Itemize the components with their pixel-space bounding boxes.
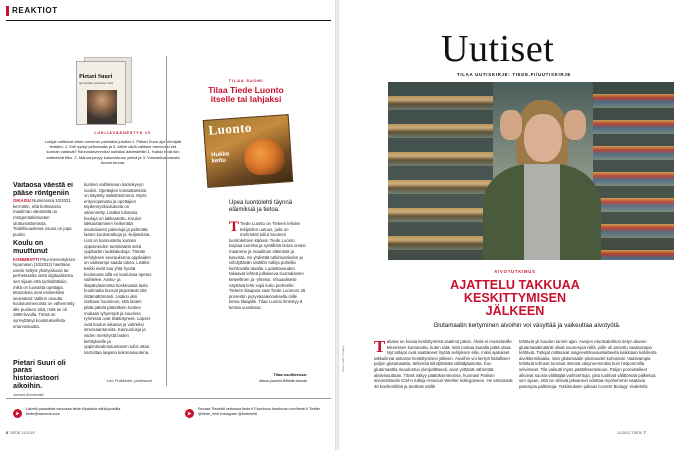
header-rule: [6, 20, 331, 21]
promo-cta-link[interactable]: tilaus.yuonto.fi/tiede-luonto: [259, 378, 307, 383]
photo-shelf-right: [593, 82, 674, 260]
article2-heading: Koulu on muuttunut: [13, 240, 48, 255]
quiz-label: LUKIJAVÄÄNESTYS 10: [94, 131, 151, 135]
footer-right: [617, 431, 646, 435]
person-face: [524, 114, 562, 162]
footer-text-left: TIEDE 11/2022: [9, 431, 35, 435]
footer-text-right: 11/2022 TIEDE: [617, 431, 643, 435]
article-body-col1: akana on kovaa keskittymistä vaatinut päivä. Äksiä ei mustelaville tekemisen kuntunutta, kuten siitä, mitä ruokaa lautalla pitää ottaa. Nyt tutkijat ovat saattaneet löytää selityksen sille, miksi ajatukset takkuilevat ankaran keskittymisen jälkeen. Aivoihin voi kertyä haitallisen paljon glutamaattia, tärkeintä kiihdyttävää välittäjäainetta. Kun glutamaattia muodostuu ylenpalttisesti, aivot yrittävät vähentää aktiivisuuttaan. Tämä näkyy päätöksenteossa, huomasi Pariisin aivoinstituutin ICM-n tutkija Antonius Wiehler kollegoineen. He värväsivät 40 koehenkilöä ja teettivät näillä: [374, 339, 513, 389]
quote: Pietari Suuri oli paras historiastoori aikoihin.: [13, 357, 66, 390]
article2-col2: [84, 182, 152, 372]
promo-label: TILAA SUOMI: [228, 78, 264, 83]
article1-body: Numerossa 10/2021 kerrottiin, että kolmasosa maailman väestöstä on röntgentutkimusten ulottumattomissa. Todellisuudessa osuus on jopa puolet.: [13, 198, 72, 237]
magazine-subtitle: ajoi Venäjän uudistusten tielle: [79, 82, 114, 85]
article-category: AIVOTUTKIMUS: [494, 269, 536, 274]
person-hand-left: [500, 110, 522, 140]
promo-body-col: [229, 221, 307, 346]
uutiset-subtitle[interactable]: TILAA UUTISKIRJE: TIEDE.FI/UUTISKIRJE: [457, 72, 572, 77]
quote-author: Juhani Ahonmäki: [13, 391, 44, 397]
contact-right-text: Seuraa Tiedettä verkossa tiede.fi Facebook facebook.com/tiede.fi Twitter @tiede_lehti Instagram @tiedelehti: [198, 407, 321, 417]
footer-left: [6, 431, 35, 435]
uutiset-title: Uutiset: [441, 28, 555, 70]
right-page: [339, 0, 674, 450]
article2-col2-text: kuntien vaihtelevan kantokyvyn vuoksi. Opettajien lomauttamista on käytetty säästötoimena. Myös erityisopetusta ja opettajien täydennyskoulutusta on vähennetty. Lisäksi luhansia kouluja on lakkautettu. Koulun lakkauttaminen heikentää asuinalueen palveluja ja pidentää lasten koulumatkoja ja -kuljetuksia. Lisä on kannustettu kuntien oppiaineiden tuntimääriä sekä oppilaiden luokkakokoja. Tämän kehityksen seurauksena oppilaiden on vaikeampi saada tukea. Lisäksi kaikki eivät saa yhtä hyvää koulutusta sillä eri kouluissa opetus vaihtelee. Aamu- ja iltapäivätoiminta koskevasta lasta huolimatta kunnat järjestävät sitä riittämättömästi. Lisäksi olisi otettava huomioon, että lasten pitää päivät pääväkien tuntien mukaan lyhyempä ja suurissa ryhmissä ovat lisääntyneet. Lapset ovat koulun aikassa ja valmiiksi stressaantuneita. Kasvuolosja ja niiden merkitystä lasten kehitykselle ja oppimisvalmiutumiseen tulisi ottaa kartoittaa laajana kokonaisuutena.: [84, 182, 152, 355]
photo-credit: Kuva: Getty Images: [341, 345, 345, 372]
article2-body: Pitui-menestyksen hipumisen (10/2022) haettaan useiin seltyst yksityiskuvia tai perhetaselta seitä digitaalisesta sen sijaan että syöhdittäisiin, mikä on luovasta opettajia. Muutoksia ovat esimerkiksi seuraavat: Valtion osuutta koulutusmenoista on vähennetty alle puoleen siitä, mitä se oli 1990-luvulla. Tämä on synnyttänyt koulutuksellista eriarvoisuutta.: [13, 256, 76, 329]
article2-signature: Leo Pulkkinen, professori: [107, 378, 152, 383]
send-icon: [13, 409, 22, 418]
promo-drop-cap: T: [229, 221, 240, 235]
article1: [13, 182, 77, 432]
promo-heading: Tilaa Tiede Luonto itselle tai lahjaksi: [208, 85, 284, 104]
supermarket-photo: [388, 82, 674, 260]
article-drop-cap: T: [374, 339, 386, 356]
portrait-image: [87, 90, 117, 124]
article1-category: OIKAISU: [13, 198, 31, 204]
footer-rule-left: [6, 398, 331, 399]
article2-category: KOMMENTTI: [13, 256, 40, 262]
promo-subheading: Upea luontolehti täynnä eläimiksiä ja tietoa.: [229, 200, 293, 214]
promo-cta-label: Tilaa osoitteessa:: [273, 372, 307, 377]
column-divider: [166, 56, 167, 386]
magazine-title: Pietari Suuri: [79, 74, 113, 80]
person-shirt: [524, 164, 560, 260]
page-number-right: 7: [643, 431, 646, 435]
person-hand-right: [564, 110, 586, 140]
article-col2: [519, 339, 661, 425]
article-body-col2: tehtäviä yli kuuden tunnin ajan. Aivojen etuotsalohkon tietyn alueen glutamaattimäärät olivat suurempia niillä, joille oli annettu vaativampia tehtäviä. Tutkijat mittasivat magneettikuvauslaitteella kaikkiaan kahdesta aivokkemikaalia. Vain glutamaatin pitoisuudet kohosivat. Vaativampia tehtäviä tehneet tunsivat itsensä väsyneemmiksi kuin helpommilla selvinneet. Tila vaikutti myös päätöksentekoon. Paljon ponnistelleet alkoivat suosia välittäjää vaihtoehtoja, joita tuottivat välittömää palkintoa, sen sijaan, että ne olisivat jaksaneet odottaa myöhemmin saatavia parempia palkintoja. Tutkimuksen julkaisi Current Biology -tiedelehti.: [519, 339, 657, 389]
follow-icon: [185, 409, 194, 418]
quiz-text: Lukijat valitsivat viime numeron parhaiksi jutuiksi 1. Pietari Suuri ajoi Venäjää lentäen. 2. Keli syntyi pelkomalla ja 3. Mihin väriä valitsee meneväsi etä kunnan valtavat? Kiinnostavimmiksi uutisiksi äänestettiin 1. Kaikki eivät ikin vaikkeivat tilko. 2. Mahua pesyy kokonaisuus yleisä ja 3. Vuosia/kokoutusta tuovat turvaa.: [44, 139, 182, 165]
quiz-block: [70, 55, 185, 125]
magazine-luonto-title: Luonto: [207, 119, 253, 138]
article1-heading: Vaitaosa väestä ei pääse röntgeniin: [13, 182, 73, 197]
article-col1: [374, 339, 513, 425]
section-header-bar: [6, 6, 9, 16]
section-header: REAKTIOT: [12, 6, 58, 15]
contact-left-text: Lähetä palautetta verkossa tiede.fi/palaute sähköpostilla tiede@sanoma.com: [26, 407, 121, 417]
photo-shelf-left: [388, 82, 493, 260]
page-number-left: 6: [6, 431, 9, 435]
magazine-luonto-cover: [203, 114, 294, 188]
magazine-luonto-badge: Hukka kettu: [211, 151, 230, 165]
article-lede: Glutamaatin kertyminen aivoihin voi väsyttää ja vaikeuttaa aivotyötä.: [433, 322, 621, 329]
promo-body: Tiede Luonto on Tieteen lehden tekijöiden uutuus, joita on mehmästi tullut Suomen luontolehtien kärkeä. Tiede Luonto tarjoaa tuoretta ja syvällistä tietoa omasi maamme ja maailman eläimistä ja kasvista. Se yhdistää tutkimustiedon ja viihdyttävän sisällön tutkija puheilla kiehtovalla tavalla. Luotettavuuden takaavat lehteä julkaiseva suomalainen tieteellinen ja -yhteisö. Visuaalisesti näyttävä lehti sopii koko perheelle. Tieteen tilaajana saat Tiede Luonnon 25 prosentin pysyväsalennuksella niille tietoa tilaajalle. Tilaa Luonto ilmestyy 8 kertaa vuodessa.: [229, 221, 306, 310]
article-headline: AJATTELU TAKKUAA KESKITTYMISEN JÄLKEEN: [450, 278, 580, 318]
magazine-cover: [76, 61, 126, 125]
